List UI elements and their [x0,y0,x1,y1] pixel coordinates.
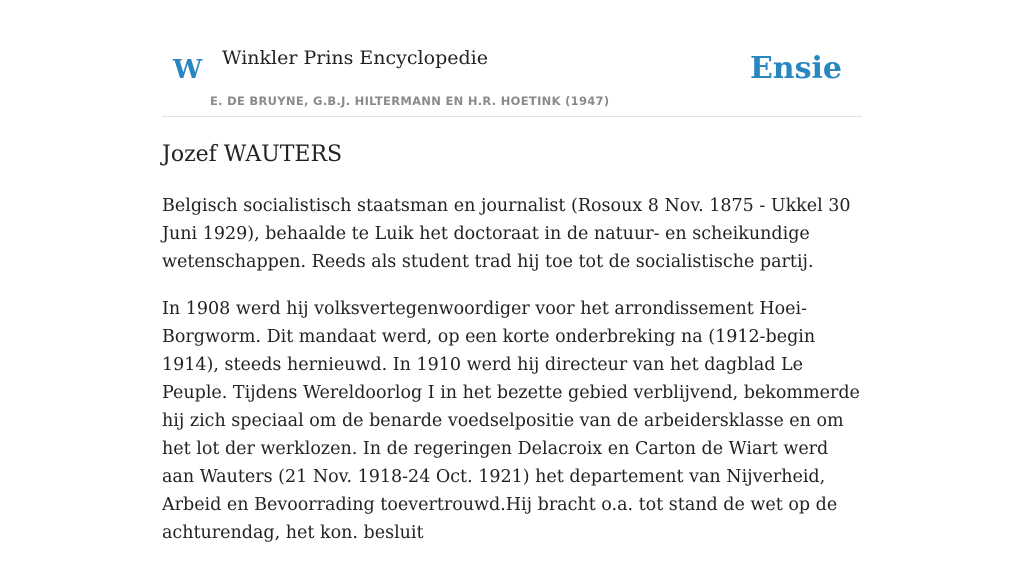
ensie-logo-link[interactable]: Ensie [749,51,842,86]
article-paragraph: In 1908 werd hij volksvertegenwoordiger voor het arrondissement Hoei-Borgworm. Dit mandaat werd, op een korte onderbreking na (1912-begin 1914), steeds hernieuwd. In 1910 werd hij directeur van het dagblad Le Peuple. Tijdens Wereldoorlog I in het bezette gebied verblijvend, bekommerde hij zich speciaal om de benarde voedselpositie van de arbeidersklasse en om het lot der werklozen. In de regeringen Delacroix en Carton de Wiart werd aan Wauters (21 Nov. 1918-24 Oct. 1921) het departement van Nijverheid, Arbeid en Bevoorrading toevertrouwd.Hij bracht o.a. tot stand de wet op de achturendag, het kon. besluit [162,299,860,543]
site-header [162,0,862,117]
article-paragraph: Belgisch socialistisch staatsman en journalist (Rosoux 8 Nov. 1875 - Ukkel 30 Juni 1929), behaalde te Luik het doctoraat in de natuur- en scheikundige wetenschappen. Reeds als student trad hij toe tot de socialistische partij. [162,196,851,272]
publication-authors: E. DE BRUYNE, G.B.J. HILTERMANN EN H.R. HOETINK (1947) [210,94,610,108]
article-body [162,192,862,566]
article-title: Jozef WAUTERS [162,142,343,167]
publication-title[interactable]: Winkler Prins Encyclopedie [222,47,488,69]
publication-logo[interactable]: W [173,55,203,85]
